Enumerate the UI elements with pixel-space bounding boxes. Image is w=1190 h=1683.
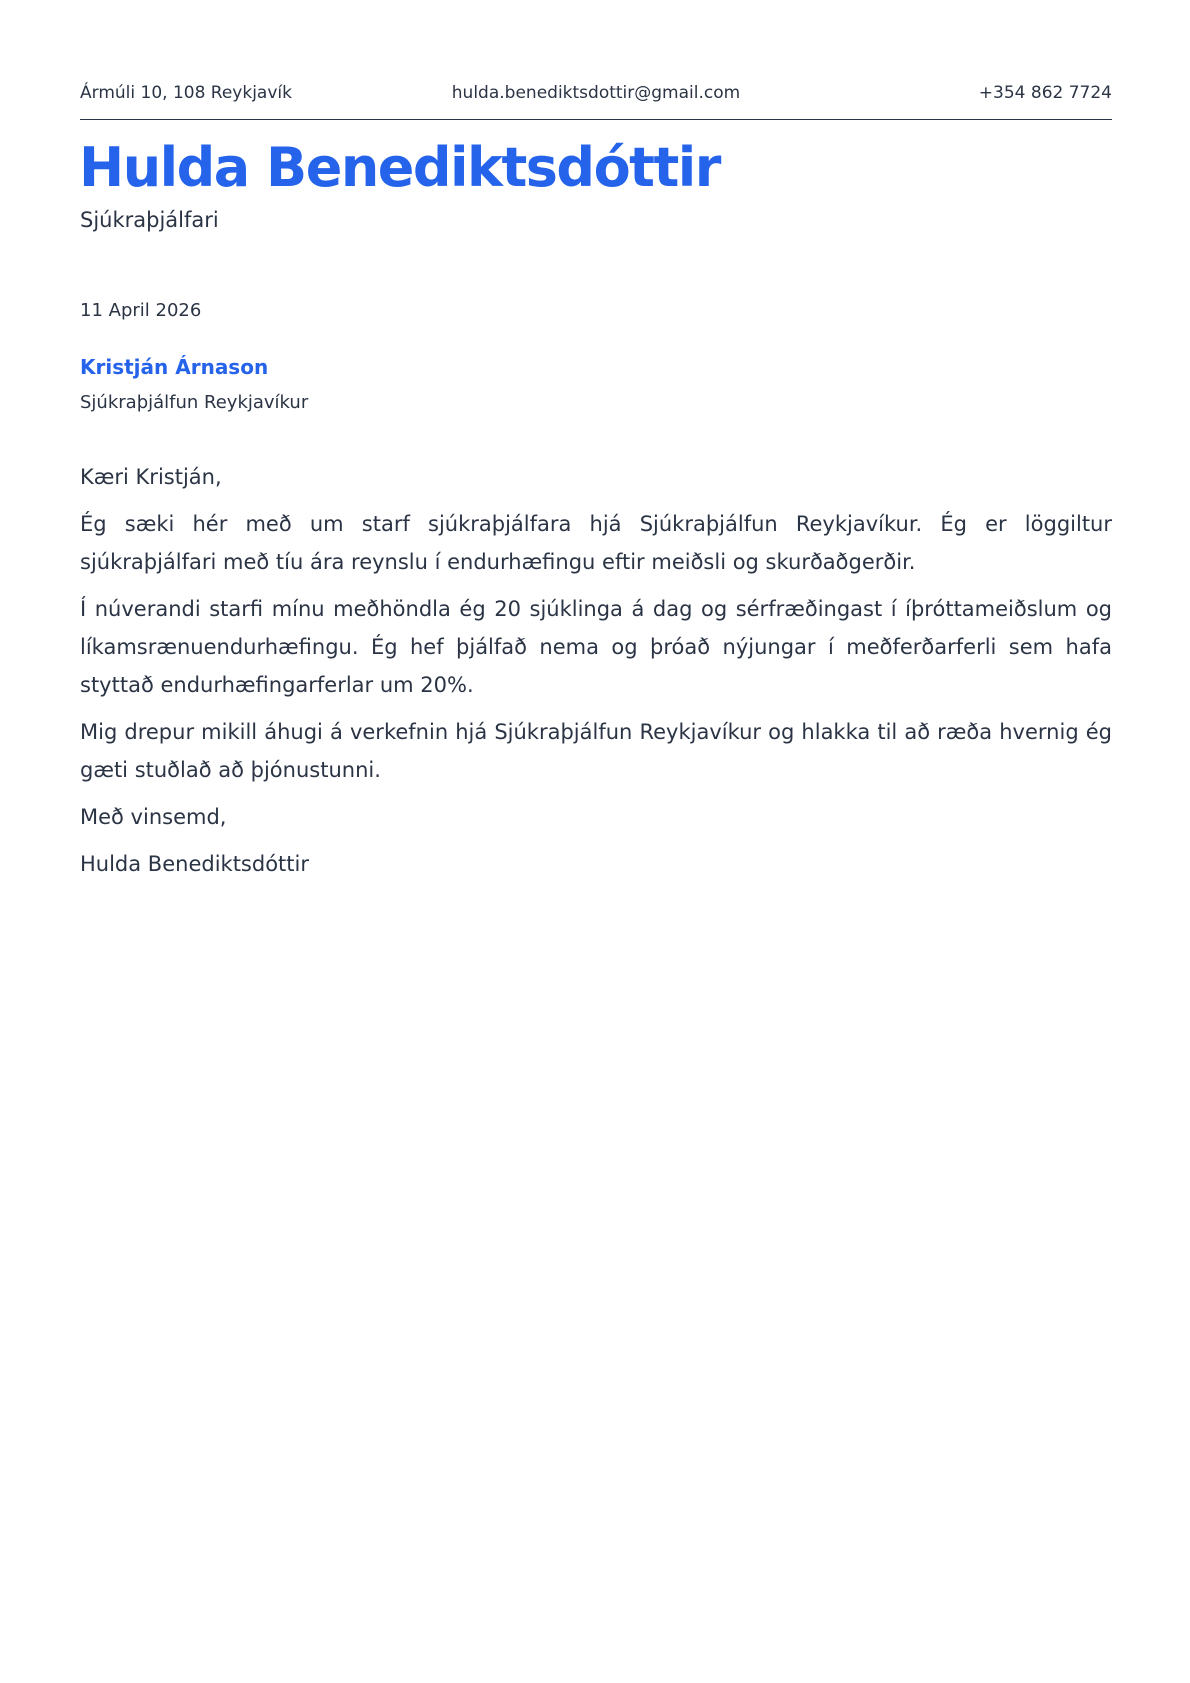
body-paragraph: Ég sæki hér með um starf sjúkraþjálfara hjá Sjúkraþjálfun Reykjavíkur. Ég er löggiltur sjúkraþjálfari með tíu ára reynslu í endurhæfingu eftir meiðsli og skurðaðgerðir. [80, 512, 1112, 574]
body-paragraph: Mig drepur mikill áhugi á verkefnin hjá Sjúkraþjálfun Reykjavíkur og hlakka til að ræða hvernig ég gæti stuðlað að þjónustunni. [80, 720, 1112, 782]
signature: Hulda Benediktsdóttir [80, 852, 309, 876]
contact-bar [80, 80, 1112, 106]
body-paragraph: Í núverandi starfi mínu meðhöndla ég 20 sjúklinga á dag og sérfræðingast í íþróttameiðslum og líkamsrænuendurhæfingu. Ég hef þjálfað nema og þróað nýjungar í meðferðarferli sem hafa styttað endurhæfingarferlar um 20%. [80, 597, 1112, 697]
header-divider [80, 119, 1112, 120]
contact-phone: +354 862 7724 [978, 83, 1112, 103]
recipient-name: Kristján Árnason [80, 355, 269, 379]
letter-date: 11 April 2026 [80, 300, 202, 321]
contact-email: hulda.benediktsdottir@gmail.com [451, 83, 741, 103]
letter-body [80, 458, 1112, 892]
sender-job-title: Sjúkraþjálfari [80, 208, 219, 232]
sender-name: Hulda Benediktsdóttir [79, 136, 720, 199]
closing: Með vinsemd, [80, 805, 227, 829]
salutation: Kæri Kristján, [80, 465, 222, 489]
contact-address: Ármúli 10, 108 Reykjavík [80, 83, 292, 103]
recipient-company: Sjúkraþjálfun Reykjavíkur [80, 392, 309, 413]
